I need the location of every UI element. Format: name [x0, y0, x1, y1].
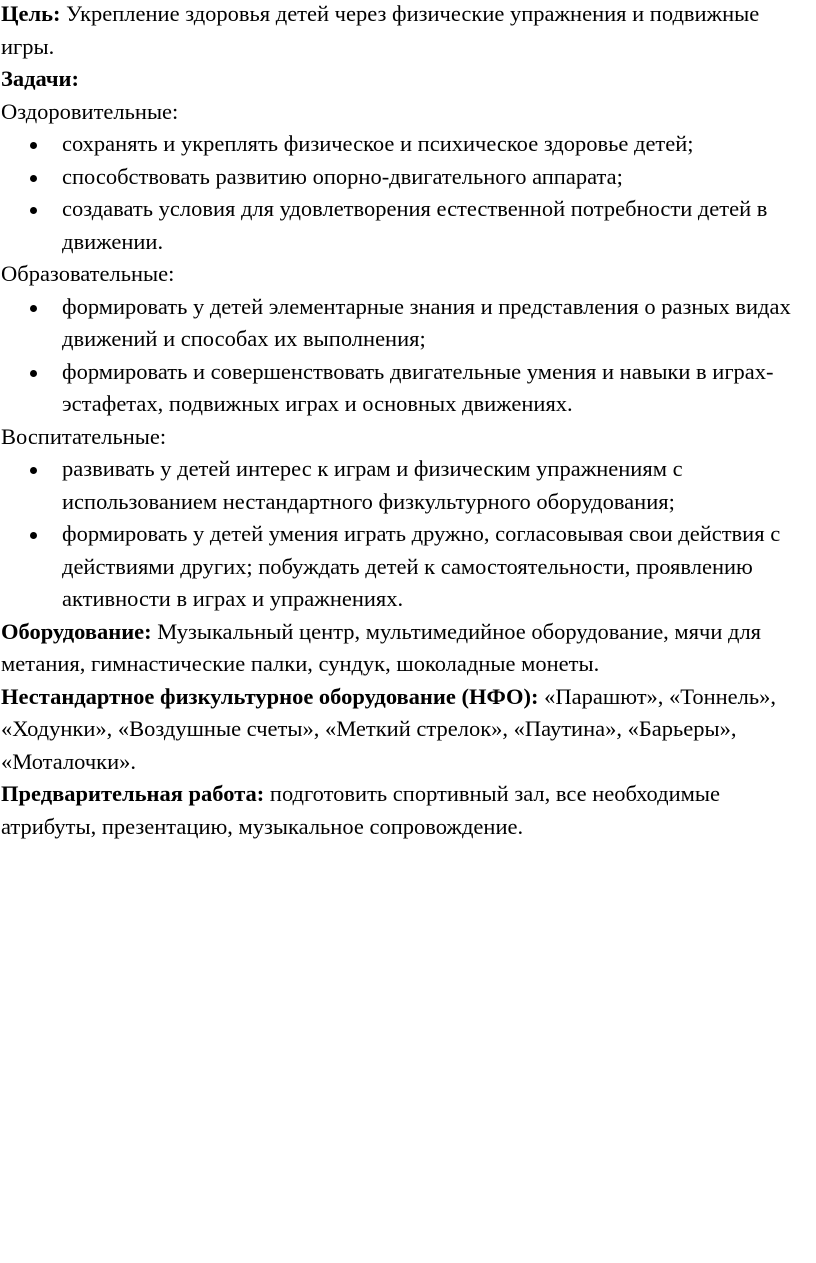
list-item-text: создавать условия для удовлетворения естественной потребности детей в движении.	[62, 196, 768, 254]
preparation-paragraph	[0, 778, 814, 843]
upbringing-tasks-list	[0, 453, 814, 616]
list-item-text: сохранять и укреплять физическое и психическое здоровье детей;	[62, 131, 694, 156]
list-item-text: формировать у детей умения играть дружно, согласовывая свои действия с действиями других; побуждать детей к самостоятельности, проявлению активности в играх и упражнениях.	[62, 521, 781, 611]
list-item-text: развивать у детей интерес к играм и физическим упражнениям с использованием нестандартного физкультурного оборудования;	[62, 456, 683, 514]
bullet-icon	[30, 467, 37, 474]
list-item-text: способствовать развитию опорно-двигательного аппарата;	[62, 163, 623, 189]
bullet-icon	[30, 370, 37, 377]
list-item-text: формировать у детей элементарные знания и представления о разных видах движений и способах их выполнения;	[62, 293, 791, 351]
group-title-upbringing: Воспитательные:	[1, 423, 167, 449]
list-item	[0, 453, 814, 518]
health-tasks-list	[0, 128, 814, 258]
group-title-health: Оздоровительные:	[1, 98, 179, 124]
goal-text: Укрепление здоровья детей через физические упражнения и подвижные игры.	[1, 1, 760, 59]
bullet-icon	[30, 175, 37, 182]
goal-paragraph	[0, 0, 814, 63]
goal-label: Цель:	[1, 1, 61, 26]
list-item	[0, 161, 814, 194]
preparation-text: подготовить спортивный зал, все необходимые атрибуты, презентацию, музыкальное сопровождение.	[1, 781, 720, 839]
list-item	[0, 518, 814, 616]
equipment-text: Музыкальный центр, мультимедийное оборудование, мячи для метания, гимнастические палки, сундук, шоколадные монеты.	[1, 618, 762, 676]
bullet-icon	[30, 207, 37, 214]
nonstandard-equipment-label: Нестандартное физкультурное оборудование (НФО):	[1, 683, 539, 709]
list-item	[0, 291, 814, 356]
education-tasks-list	[0, 291, 814, 421]
list-item	[0, 193, 814, 258]
bullet-icon	[30, 532, 37, 539]
group-title-education: Образовательные:	[1, 261, 175, 286]
preparation-label: Предварительная работа:	[1, 781, 265, 806]
equipment-label: Оборудование:	[1, 618, 152, 644]
list-item-text: формировать и совершенствовать двигательные умения и навыки в играх-эстафетах, подвижных играх и основных движениях.	[62, 358, 774, 416]
bullet-icon	[30, 142, 37, 149]
bullet-icon	[30, 305, 37, 312]
nonstandard-equipment-paragraph	[0, 681, 814, 779]
list-item	[0, 128, 814, 161]
tasks-heading: Задачи:	[1, 66, 80, 91]
equipment-paragraph	[0, 616, 814, 681]
list-item	[0, 356, 814, 421]
nonstandard-equipment-text: «Парашют», «Тоннель», «Ходунки», «Воздушные счеты», «Меткий стрелок», «Паутина», «Барьеры», «Моталочки».	[1, 683, 777, 774]
